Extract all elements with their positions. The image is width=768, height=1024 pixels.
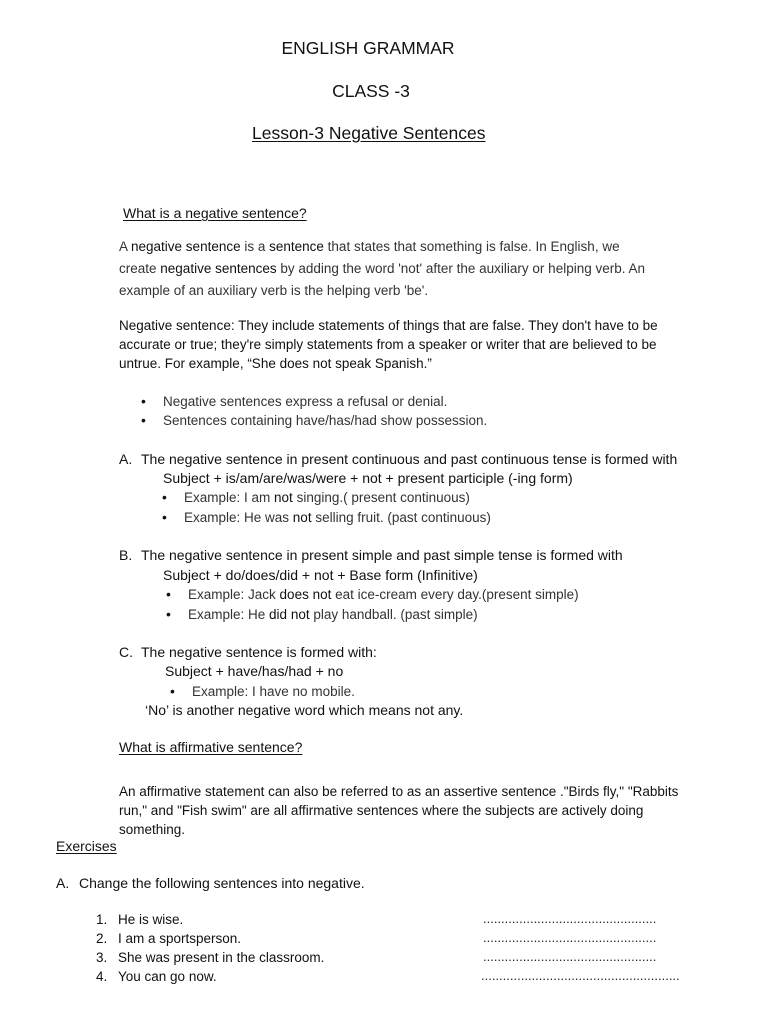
exercise-item-number: 3. xyxy=(96,950,108,965)
rule-a-example: • Example: He was not selling fruit. (past continuous) xyxy=(184,508,491,528)
exercise-a-label: A. xyxy=(56,875,70,891)
exercise-item-number: 1. xyxy=(96,912,108,927)
exercises-heading: Exercises xyxy=(56,838,117,854)
rule-a-example: • Example: I am not singing.( present continuous) xyxy=(184,488,470,508)
rule-c-note: ‘No’ is another negative word which means not any. xyxy=(145,702,464,718)
rule-a-formula: Subject + is/am/are/was/were + not + present participle (-ing form) xyxy=(163,470,573,486)
affirmative-heading: What is affirmative sentence? xyxy=(119,739,303,755)
exercise-item-text: He is wise. xyxy=(118,912,184,927)
definition-paragraph-line: example of an auxiliary verb is the helping verb 'be'. xyxy=(119,283,429,298)
rule-a-label: A. xyxy=(119,451,133,467)
bullet-item: • Negative sentences express a refusal or denial. xyxy=(163,392,447,412)
exercise-item-text: I am a sportsperson. xyxy=(118,931,242,946)
affirmative-paragraph-line: something. xyxy=(119,822,186,837)
exercise-item-text: She was present in the classroom. xyxy=(118,950,325,965)
negative-sentence-heading: What is a negative sentence? xyxy=(123,205,307,221)
rule-c-formula: Subject + have/has/had + no xyxy=(165,663,344,679)
answer-blank[interactable]: ................................................ xyxy=(483,930,657,945)
exercise-item-number: 2. xyxy=(96,931,108,946)
bullet-item: • Sentences containing have/has/had show possession. xyxy=(163,411,487,431)
answer-blank[interactable]: ................................................ xyxy=(483,949,657,964)
negative-sentence-paragraph-line: Negative sentence: They include statements of things that are false. They don't have to be xyxy=(119,318,658,333)
document-title: ENGLISH GRAMMAR xyxy=(281,38,455,58)
rule-b-example: • Example: Jack does not eat ice-cream every day.(present simple) xyxy=(188,585,579,605)
negative-sentence-paragraph-line: untrue. For example, “She does not speak Spanish.” xyxy=(119,356,432,371)
definition-paragraph-line: create negative sentences by adding the word 'not' after the auxiliary or helping verb. An xyxy=(119,261,646,276)
rule-c-example: • Example: I have no mobile. xyxy=(192,682,355,702)
exercise-a-instruction: Change the following sentences into negative. xyxy=(79,875,365,891)
affirmative-paragraph-line: run," and "Fish swim" are all affirmative sentences where the subjects are actively doing xyxy=(119,803,644,818)
affirmative-paragraph-line: An affirmative statement can also be referred to as an assertive sentence ."Birds fly," "Rabbits xyxy=(119,784,679,799)
answer-blank[interactable]: ................................................ xyxy=(483,911,657,926)
exercise-item-text: You can go now. xyxy=(118,969,217,984)
rule-a-text: The negative sentence in present continuous and past continuous tense is formed with xyxy=(141,451,678,467)
class-label: CLASS -3 xyxy=(332,81,410,101)
rule-b-formula: Subject + do/does/did + not + Base form (Infinitive) xyxy=(163,567,478,583)
exercise-item-number: 4. xyxy=(96,969,108,984)
negative-sentence-paragraph-line: accurate or true; they're simply statements from a speaker or writer that are believed to be xyxy=(119,337,657,352)
rule-b-example: • Example: He did not play handball. (past simple) xyxy=(188,605,478,625)
definition-paragraph-line: A negative sentence is a sentence that states that something is false. In English, we xyxy=(119,239,620,254)
rule-b-text: The negative sentence in present simple and past simple tense is formed with xyxy=(141,547,623,563)
answer-blank[interactable]: ....................................................... xyxy=(481,968,680,983)
rule-b-label: B. xyxy=(119,547,133,563)
rule-c-label: C. xyxy=(119,644,133,660)
lesson-title: Lesson-3 Negative Sentences xyxy=(252,123,486,143)
rule-c-text: The negative sentence is formed with: xyxy=(141,644,377,660)
